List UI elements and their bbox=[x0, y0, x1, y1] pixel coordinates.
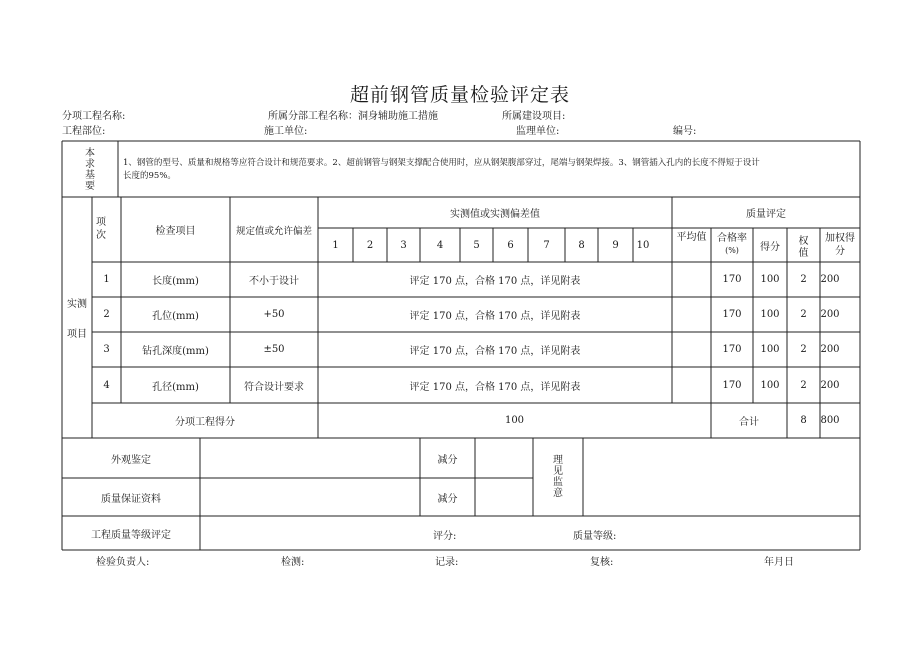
row-weight: 2 bbox=[800, 344, 807, 355]
row-pass-rate: 170 bbox=[722, 379, 742, 391]
measure-col-8: 8 bbox=[578, 239, 585, 251]
header-pass-rate: 合格率 (%) bbox=[717, 233, 747, 255]
row-score: 100 bbox=[760, 379, 780, 391]
summary-label: 分项工程得分 bbox=[175, 417, 235, 428]
total-weight: 8 bbox=[800, 415, 807, 426]
row-spec: 符合设计要求 bbox=[244, 381, 304, 393]
contractor-label: 施工单位: bbox=[264, 126, 308, 137]
row-weight: 2 bbox=[800, 309, 807, 320]
division-name-label: 所属分部工程名称：洞身辅助施工措施 bbox=[268, 111, 438, 122]
row-measured: 评定 170 点，合格 170 点，详见附表 bbox=[409, 311, 581, 322]
row-pass-rate: 170 bbox=[722, 344, 742, 355]
header-quality: 质量评定 bbox=[746, 209, 786, 220]
supervisor-label: 监理单位: bbox=[516, 126, 560, 137]
header-score: 得分 bbox=[760, 241, 780, 253]
row-weight: 2 bbox=[800, 379, 807, 391]
header-weight: 权 值 bbox=[798, 236, 809, 259]
measure-col-3: 3 bbox=[400, 239, 407, 251]
row-weighted: 200 bbox=[820, 344, 840, 355]
header-average: 平均值 bbox=[676, 231, 707, 243]
row-item: 孔径(mm) bbox=[152, 381, 199, 393]
appearance-label: 外观鉴定 bbox=[111, 454, 151, 466]
row-no: 3 bbox=[103, 344, 110, 355]
grade-level-label: 质量等级: bbox=[573, 531, 617, 542]
row-spec: ±50 bbox=[263, 344, 285, 355]
footer-test: 检测: bbox=[281, 557, 305, 568]
row-item: 钻孔深度(mm) bbox=[142, 346, 209, 357]
total-label: 合计 bbox=[739, 417, 759, 428]
row-item: 孔位(mm) bbox=[152, 311, 199, 322]
footer-record: 记录: bbox=[435, 557, 459, 568]
supervision-opinion-label: 理 见 监 意 bbox=[553, 455, 563, 499]
row-weighted: 200 bbox=[820, 309, 840, 320]
quality-docs-label: 质量保证资料 bbox=[101, 493, 161, 505]
row-item: 长度(mm) bbox=[152, 276, 199, 287]
number-label: 编号: bbox=[673, 126, 697, 137]
header-measured: 实测值或实测偏差值 bbox=[450, 209, 540, 220]
project-item-name-label: 分项工程名称: bbox=[62, 111, 126, 122]
row-weight: 2 bbox=[800, 274, 807, 285]
measured-items-section-label: 实测 项目 bbox=[67, 299, 87, 340]
page-title: 超前钢管质量检验评定表 bbox=[349, 84, 570, 106]
measure-col-9: 9 bbox=[612, 239, 619, 251]
row-score: 100 bbox=[760, 344, 780, 355]
footer-review: 复核: bbox=[590, 557, 614, 568]
basic-requirements-label: 本 求 基 要 bbox=[85, 148, 95, 192]
quality-docs-deduct-label: 减分 bbox=[437, 493, 458, 505]
measure-col-5: 5 bbox=[473, 239, 480, 251]
basic-requirements-text: 1、钢管的型号、质量和规格等应符合设计和规范要求。2、超前钢管与钢架支撑配合使用时，应从钢架腹部穿过，尾端与钢架焊接。3、钢管插入孔内的长度不得短于设计 长度的95%。 bbox=[123, 158, 760, 181]
total-weighted: 800 bbox=[820, 415, 840, 426]
header-check-item: 检查项目 bbox=[155, 226, 196, 237]
row-no: 2 bbox=[103, 309, 110, 320]
row-no: 1 bbox=[103, 274, 110, 285]
row-measured: 评定 170 点，合格 170 点，详见附表 bbox=[409, 346, 581, 357]
header-spec: 规定值或允许偏差 bbox=[235, 225, 312, 237]
row-weighted: 200 bbox=[820, 274, 840, 285]
header-weighted-score: 加权得 分 bbox=[825, 233, 855, 257]
grade-label: 工程质量等级评定 bbox=[91, 529, 171, 541]
row-pass-rate: 170 bbox=[722, 309, 742, 320]
measure-col-7: 7 bbox=[543, 239, 550, 251]
footer-inspector: 检验负责人: bbox=[96, 557, 150, 568]
row-spec: 不小于设计 bbox=[249, 276, 299, 287]
construction-project-label: 所属建设项目: bbox=[502, 111, 566, 122]
header-item-no: 项 次 bbox=[96, 217, 106, 241]
appearance-deduct-label: 减分 bbox=[437, 454, 458, 466]
row-measured: 评定 170 点，合格 170 点，详见附表 bbox=[409, 381, 581, 393]
measure-col-10: 10 bbox=[636, 239, 650, 251]
row-score: 100 bbox=[760, 274, 780, 285]
row-measured: 评定 170 点，合格 170 点，详见附表 bbox=[409, 276, 581, 287]
footer-date: 年月日 bbox=[764, 557, 794, 568]
row-pass-rate: 170 bbox=[722, 274, 742, 285]
grade-score-label: 评分: bbox=[433, 531, 457, 542]
location-label: 工程部位: bbox=[62, 126, 106, 137]
row-no: 4 bbox=[103, 379, 110, 391]
measure-col-1: 1 bbox=[332, 239, 339, 251]
row-weighted: 200 bbox=[820, 379, 840, 391]
measure-col-4: 4 bbox=[436, 239, 444, 251]
row-score: 100 bbox=[760, 309, 780, 320]
measure-col-2: 2 bbox=[366, 239, 374, 251]
row-spec: +50 bbox=[263, 309, 285, 320]
summary-score: 100 bbox=[504, 415, 525, 426]
measure-col-6: 6 bbox=[507, 239, 514, 251]
